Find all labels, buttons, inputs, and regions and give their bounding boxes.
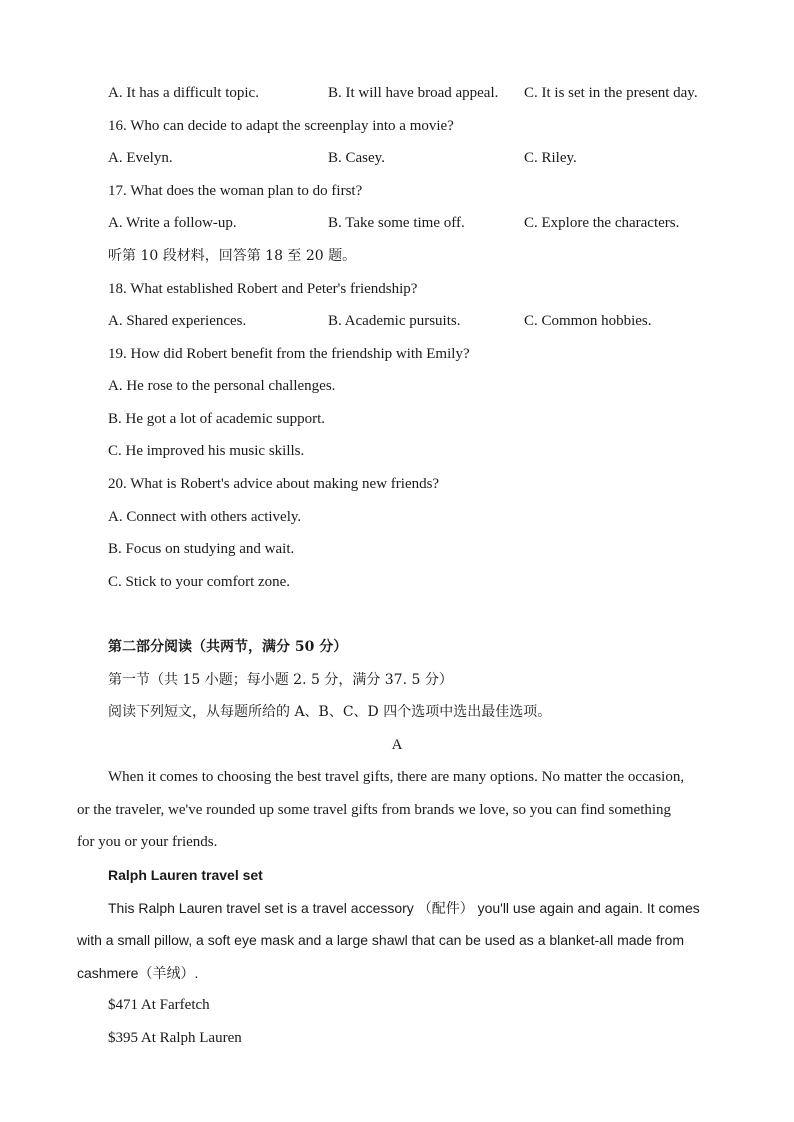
q15-option-c: C. It is set in the present day.: [524, 85, 698, 101]
q17-options: [108, 213, 748, 233]
passage-intro-line1: When it comes to choosing the best travel gifts, there are many options. No matter the occasion,: [108, 769, 685, 785]
q18-option-a: A. Shared experiences.: [108, 313, 247, 329]
q16-options: [108, 148, 748, 168]
q19-stem: 19. How did Robert benefit from the friendship with Emily?: [108, 346, 470, 362]
q16-option-b: B. Casey.: [328, 150, 385, 166]
q18-stem: 18. What established Robert and Peter's friendship?: [108, 281, 418, 297]
q20-option-a: A. Connect with others actively.: [108, 509, 302, 525]
q16-stem: 16. Who can decide to adapt the screenplay into a movie?: [108, 118, 454, 134]
q17-option-a: A. Write a follow-up.: [108, 215, 237, 231]
q18-option-c: C. Common hobbies.: [524, 313, 652, 329]
item-desc-line2: with a small pillow, a soft eye mask and a large shawl that can be used as a blanket-all made from: [77, 932, 684, 948]
q20-stem: 20. What is Robert's advice about making new friends?: [108, 476, 440, 492]
q17-option-c: C. Explore the characters.: [524, 215, 680, 231]
q20-option-b: B. Focus on studying and wait.: [108, 541, 295, 557]
q17-stem: 17. What does the woman plan to do first?: [108, 183, 363, 199]
q17-option-b: B. Take some time off.: [328, 215, 465, 231]
q16-option-a: A. Evelyn.: [108, 150, 173, 166]
q15-options: [108, 83, 748, 103]
q20-option-c: C. Stick to your comfort zone.: [108, 574, 291, 590]
part2-section1: 第一节（共 15 小题；每小题 2. 5 分，满分 37. 5 分）: [108, 672, 453, 688]
q18-option-b: B. Academic pursuits.: [328, 313, 461, 329]
price-ralph-lauren: $395 At Ralph Lauren: [108, 1030, 242, 1046]
section10-instruction: 听第 10 段材料，回答第 18 至 20 题。: [108, 248, 357, 264]
item-title: Ralph Lauren travel set: [108, 867, 263, 883]
q16-option-c: C. Riley.: [524, 150, 577, 166]
item-desc-line3: cashmere（羊绒）.: [77, 965, 199, 981]
price-farfetch: $471 At Farfetch: [108, 997, 210, 1013]
q18-options: [108, 311, 748, 331]
passage-intro-line3: for you or your friends.: [77, 834, 218, 850]
item-desc-line1: This Ralph Lauren travel set is a travel accessory （配件） you'll use again and again. It comes: [108, 900, 700, 916]
q19-option-b: B. He got a lot of academic support.: [108, 411, 326, 427]
passage-intro-line2: or the traveler, we've rounded up some travel gifts from brands we love, so you can find something: [77, 802, 672, 818]
q15-option-b: B. It will have broad appeal.: [328, 85, 499, 101]
part2-instruction: 阅读下列短文，从每题所给的 A、B、C、D 四个选项中选出最佳选项。: [108, 704, 552, 720]
part2-heading: 第二部分阅读（共两节，满分 50 分）: [108, 639, 348, 655]
q19-option-a: A. He rose to the personal challenges.: [108, 378, 336, 394]
passage-label: A: [391, 737, 403, 753]
q19-option-c: C. He improved his music skills.: [108, 443, 305, 459]
q15-option-a: A. It has a difficult topic.: [108, 85, 259, 101]
